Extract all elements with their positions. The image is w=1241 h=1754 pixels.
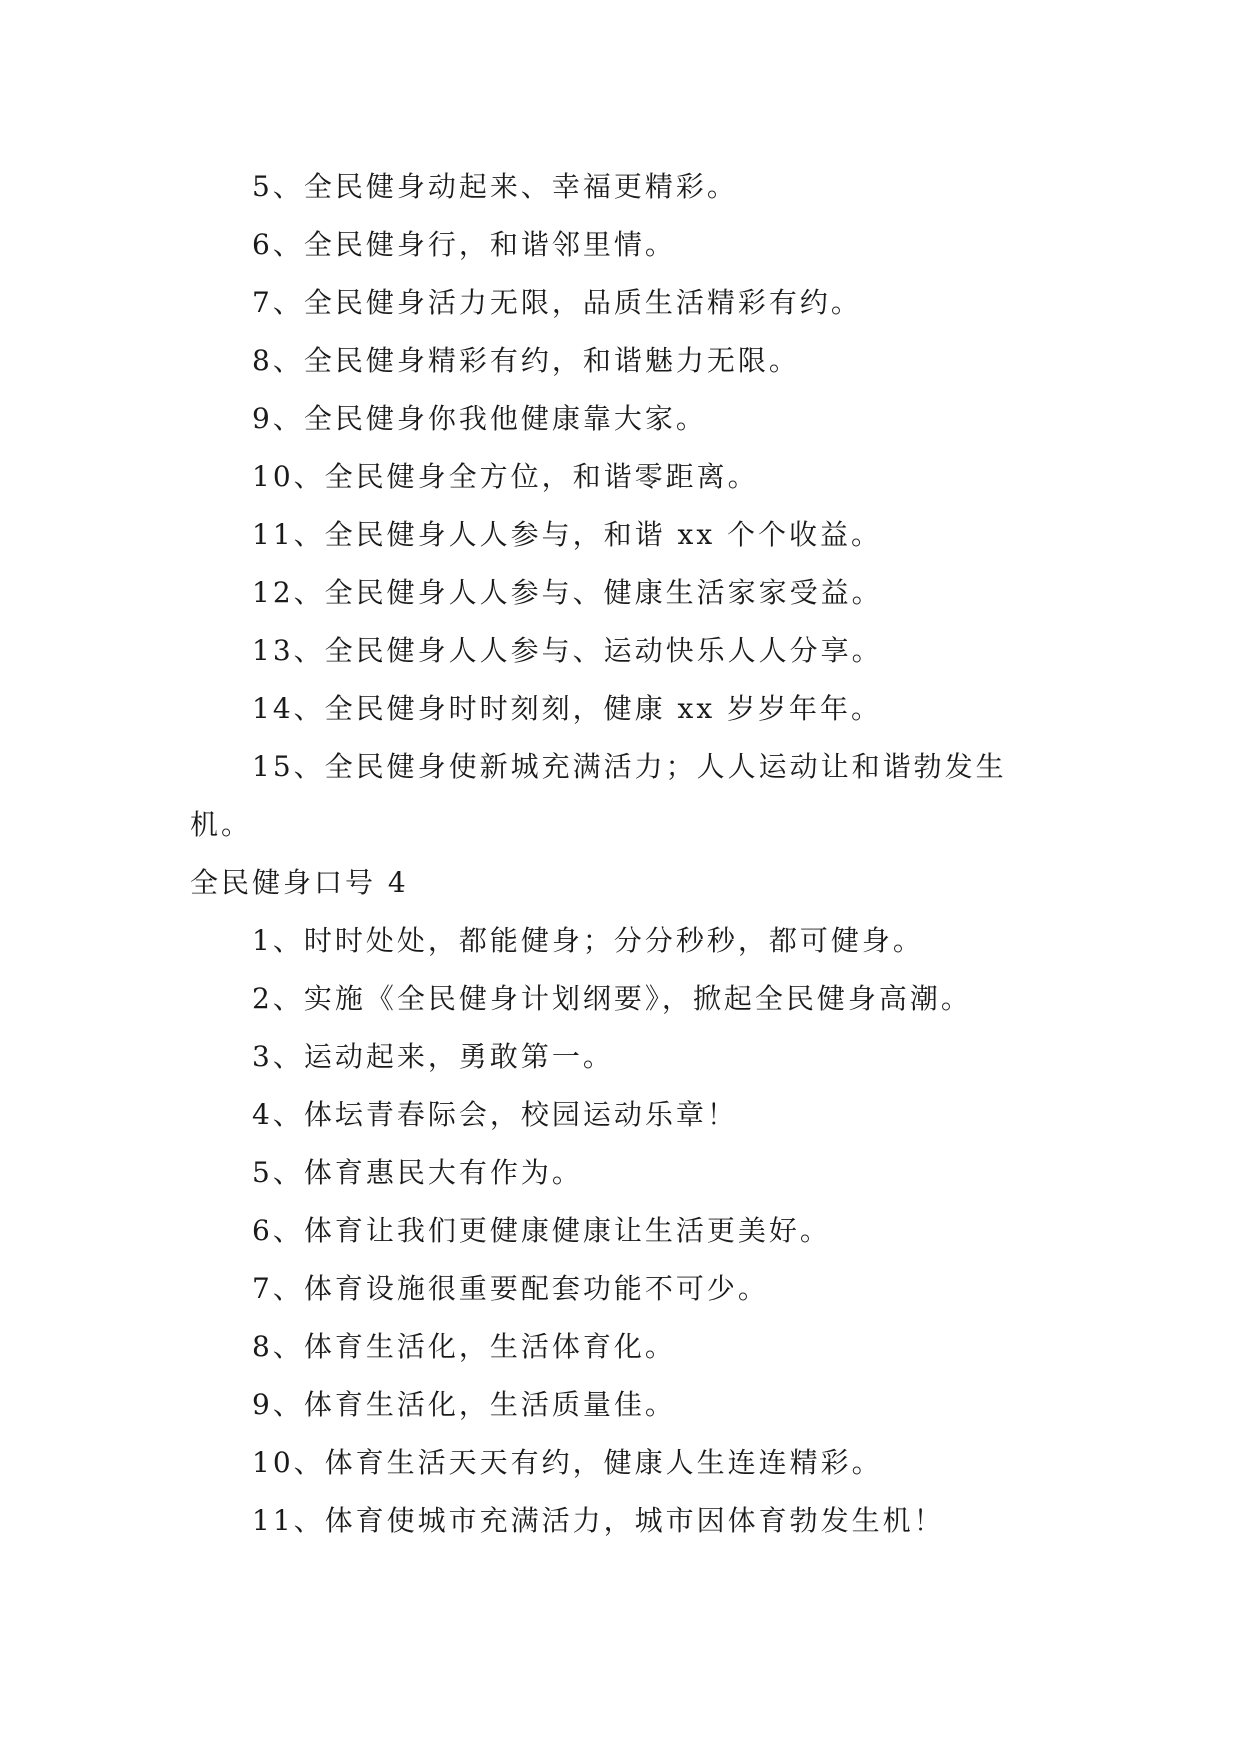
list-item: 6、体育让我们更健康健康让生活更美好。: [252, 1214, 831, 1247]
list-item: 12、全民健身人人参与、健康生活家家受益。: [252, 576, 883, 609]
list-item: 13、全民健身人人参与、运动快乐人人分享。: [252, 634, 883, 667]
list-item: 5、体育惠民大有作为。: [252, 1156, 583, 1189]
document-body: [190, 158, 1050, 1550]
list-item: 10、全民健身全方位，和谐零距离。: [252, 460, 759, 493]
list-item-15-first-line: 15、全民健身使新城充满活力；人人运动让和谐勃发生: [252, 750, 1007, 783]
list-item: 5、全民健身动起来、幸福更精彩。: [252, 170, 738, 203]
list-item: 9、全民健身你我他健康靠大家。: [252, 402, 707, 435]
section-heading: 全民健身口号 4: [190, 866, 409, 899]
list-item: 4、体坛青春际会，校园运动乐章！: [252, 1098, 738, 1131]
list-item: 11、全民健身人人参与，和谐 xx 个个收益。: [252, 518, 883, 551]
list-item: 10、体育生活天天有约，健康人生连连精彩。: [252, 1446, 883, 1479]
list-item: 7、体育设施很重要配套功能不可少。: [252, 1272, 769, 1305]
list-item: 1、时时处处，都能健身；分分秒秒，都可健身。: [252, 924, 924, 957]
list-item: 8、全民健身精彩有约，和谐魅力无限。: [252, 344, 800, 377]
list-item: 11、体育使城市充满活力，城市因体育勃发生机！: [252, 1504, 945, 1537]
list-item-15-continuation: 机。: [190, 808, 253, 841]
list-item: 6、全民健身行，和谐邻里情。: [252, 228, 676, 261]
list-item: 7、全民健身活力无限，品质生活精彩有约。: [252, 286, 862, 319]
list-item: 9、体育生活化，生活质量佳。: [252, 1388, 676, 1421]
list-item: 2、实施《全民健身计划纲要》，掀起全民健身高潮。: [252, 982, 972, 1015]
list-item: 14、全民健身时时刻刻，健康 xx 岁岁年年。: [252, 692, 883, 725]
list-item: 3、运动起来，勇敢第一。: [252, 1040, 614, 1073]
list-item: 8、体育生活化，生活体育化。: [252, 1330, 676, 1363]
